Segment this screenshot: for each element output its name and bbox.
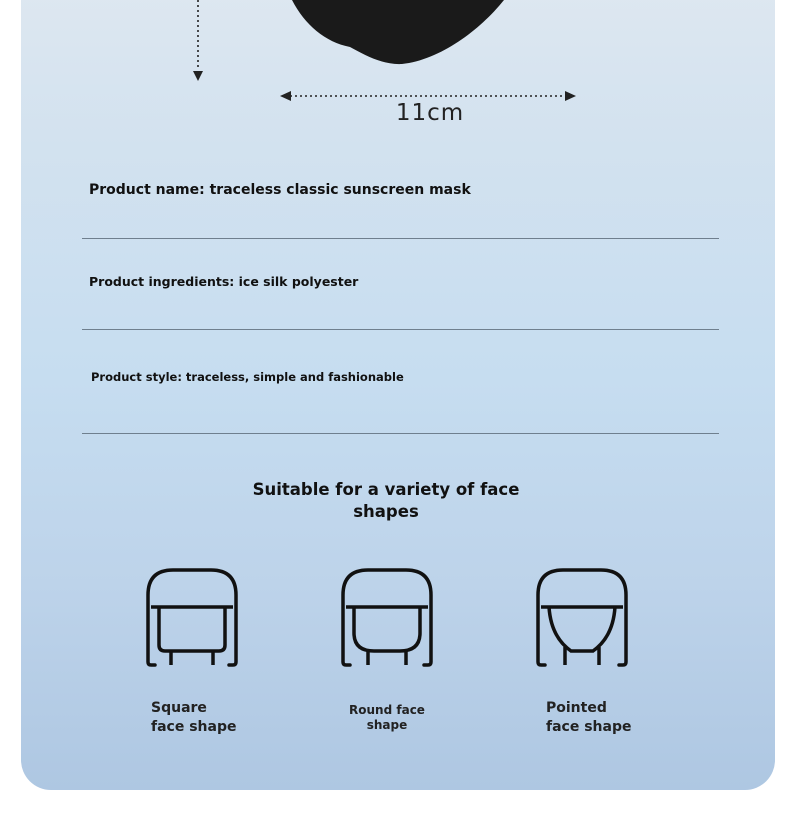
label-line-1: Square bbox=[151, 700, 207, 716]
square-face-icon bbox=[145, 567, 239, 671]
product-name: Product name: traceless classic sunscreen mask bbox=[89, 182, 471, 198]
label-line-2: face shape bbox=[546, 719, 632, 735]
height-arrow bbox=[193, 0, 203, 81]
heading-line-2: shapes bbox=[353, 502, 419, 521]
label-line-1: Round face bbox=[349, 703, 425, 717]
round-face-icon bbox=[340, 567, 434, 671]
divider bbox=[82, 238, 719, 239]
pointed-face-icon bbox=[535, 567, 629, 671]
label-line-2: face shape bbox=[151, 719, 237, 735]
product-style: Product style: traceless, simple and fashionable bbox=[91, 370, 404, 384]
divider bbox=[82, 433, 719, 434]
mask-silhouette bbox=[292, 0, 504, 64]
label-line-2: shape bbox=[366, 718, 408, 732]
divider bbox=[82, 329, 719, 330]
product-ingredients: Product ingredients: ice silk polyester bbox=[89, 274, 359, 289]
square-face-label bbox=[151, 699, 236, 737]
width-measurement: 11cm bbox=[395, 100, 465, 126]
round-face-label bbox=[337, 703, 437, 733]
face-shapes-heading bbox=[236, 479, 536, 523]
pointed-face-label bbox=[546, 699, 631, 737]
label-line-1: Pointed bbox=[546, 700, 607, 716]
heading-line-1: Suitable for a variety of face bbox=[252, 480, 520, 499]
